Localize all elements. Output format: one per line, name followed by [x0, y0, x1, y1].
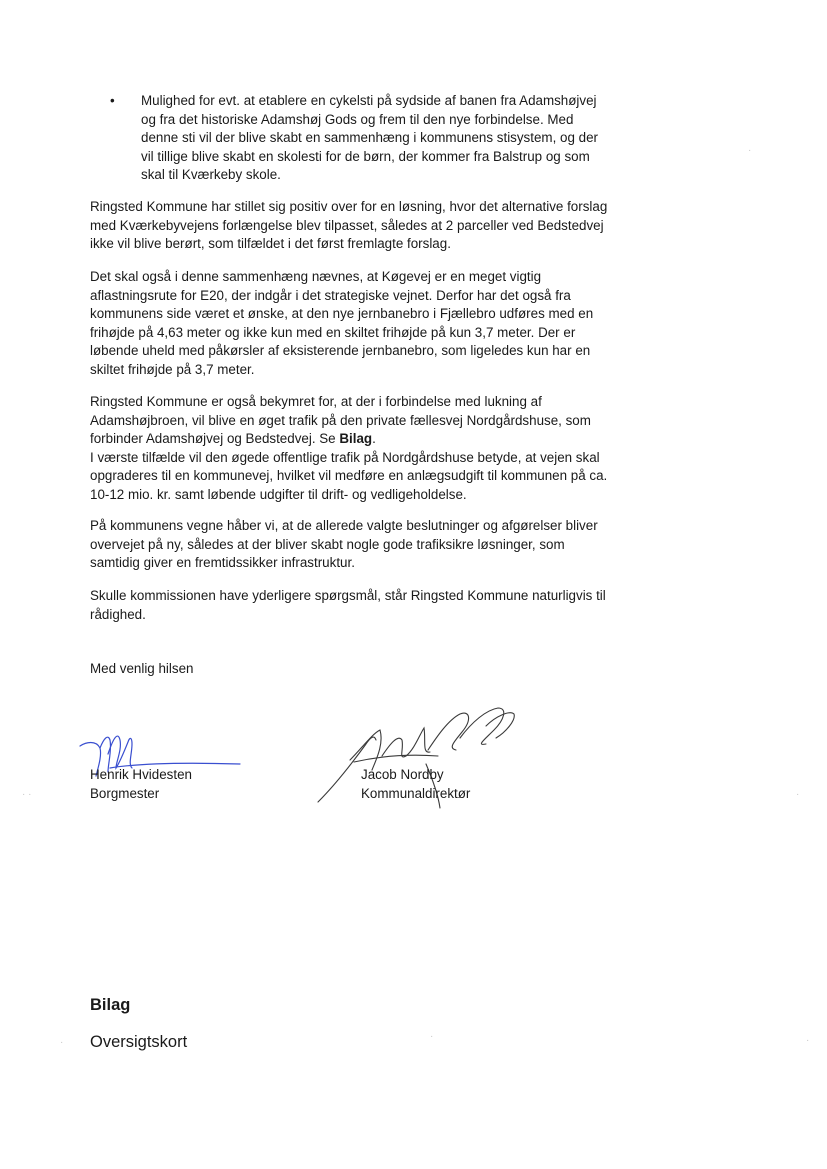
bullet-text: Mulighed for evt. at etablere en cykelsti på sydside af banen fra Adamshøjvej og fra det historiske Adamshøj Gods og frem til den nye forbindelse. Med denne sti vil der blive skabt en sammenhæng i kommunens stisystem, og der vil tillige blive skabt en skolesti for de børn, der kommer fra Balstrup og som skal til Kværkeby skole.	[141, 93, 598, 183]
paragraph-worst-case: I værste tilfælde vil den øgede offentlige trafik på Nordgårdshuse betyde, at vejen skal opgraderes til en kommunevej, hvilket vil medføre en anlægsudgift til kommunen på ca. 10-12 mio. kr. samt løbende udgifter til drift- og vedligeholdelse.	[90, 449, 608, 502]
scan-speck: ·	[60, 1037, 64, 1048]
paragraph-concern-period: .	[372, 431, 376, 447]
paragraph-solution: Ringsted Kommune har stillet sig positiv over for en løsning, hvor det alternative forslag med Kværkebyvejens forlængelse blev tilpasset, således at 2 parceller ved Bedstedvej ikke vil blive berørt, som tilfældet i det først fremlagte forslag.	[90, 199, 608, 252]
scan-speck: ·	[748, 145, 752, 156]
scan-speck: · ·	[22, 789, 32, 800]
signature-block-right	[361, 766, 581, 803]
signature-block-left	[90, 766, 310, 803]
scan-speck: ·	[430, 1031, 434, 1042]
scan-speck: ·	[806, 1035, 810, 1046]
signatory-name: Henrik Hvidesten	[90, 767, 192, 782]
closing-greeting: Med venlig hilsen	[90, 661, 194, 676]
signatory-title: Kommunaldirektør	[361, 785, 471, 801]
paragraph-questions: Skulle kommissionen have yderligere spørgsmål, står Ringsted Kommune naturligvis til rådighed.	[90, 588, 606, 622]
bilag-heading: Bilag	[90, 996, 131, 1014]
signatory-name: Jacob Nordby	[361, 767, 444, 782]
paragraph-concern-text: Ringsted Kommune er også bekymret for, at der i forbindelse med lukning af Adamshøjbroen, vil blive en øget trafik på den private fællesvej Nordgårdshuse, som forbinder Adamshøjvej og Bedstedvej. Se	[90, 394, 591, 447]
paragraph-koegevej: Det skal også i denne sammenhæng nævnes, at Køgevej er en meget vigtig aflastningsrute for E20, der indgår i det strategiske vejnet. Derfor har det også fra kommunens side været et ønske, at den nye jernbanebro i Fjællebro udføres med en frihøjde på 4,63 meter og ikke kun med en skiltet frihøjde på kun 3,7 meter. Der er løbende uheld med påkørsler af eksisterende jernbanebro, som ligeledes kun har en skiltet frihøjde på 3,7 meter.	[90, 269, 594, 377]
bullet-item	[112, 92, 612, 185]
signatory-title: Borgmester	[90, 785, 160, 801]
bullet-marker: •	[110, 93, 115, 108]
scan-speck: ·	[796, 789, 800, 800]
paragraph-concern	[90, 393, 610, 505]
paragraph-hope: På kommunens vegne håber vi, at de allerede valgte beslutninger og afgørelser bliver overvejet på ny, således at der bliver skabt nogle gode trafiksikre løsninger, som samtidig giver en fremtidssikker infrastruktur.	[90, 518, 598, 571]
bilag-reference: Bilag	[339, 431, 373, 447]
bilag-subtitle: Oversigtskort	[90, 1033, 188, 1051]
